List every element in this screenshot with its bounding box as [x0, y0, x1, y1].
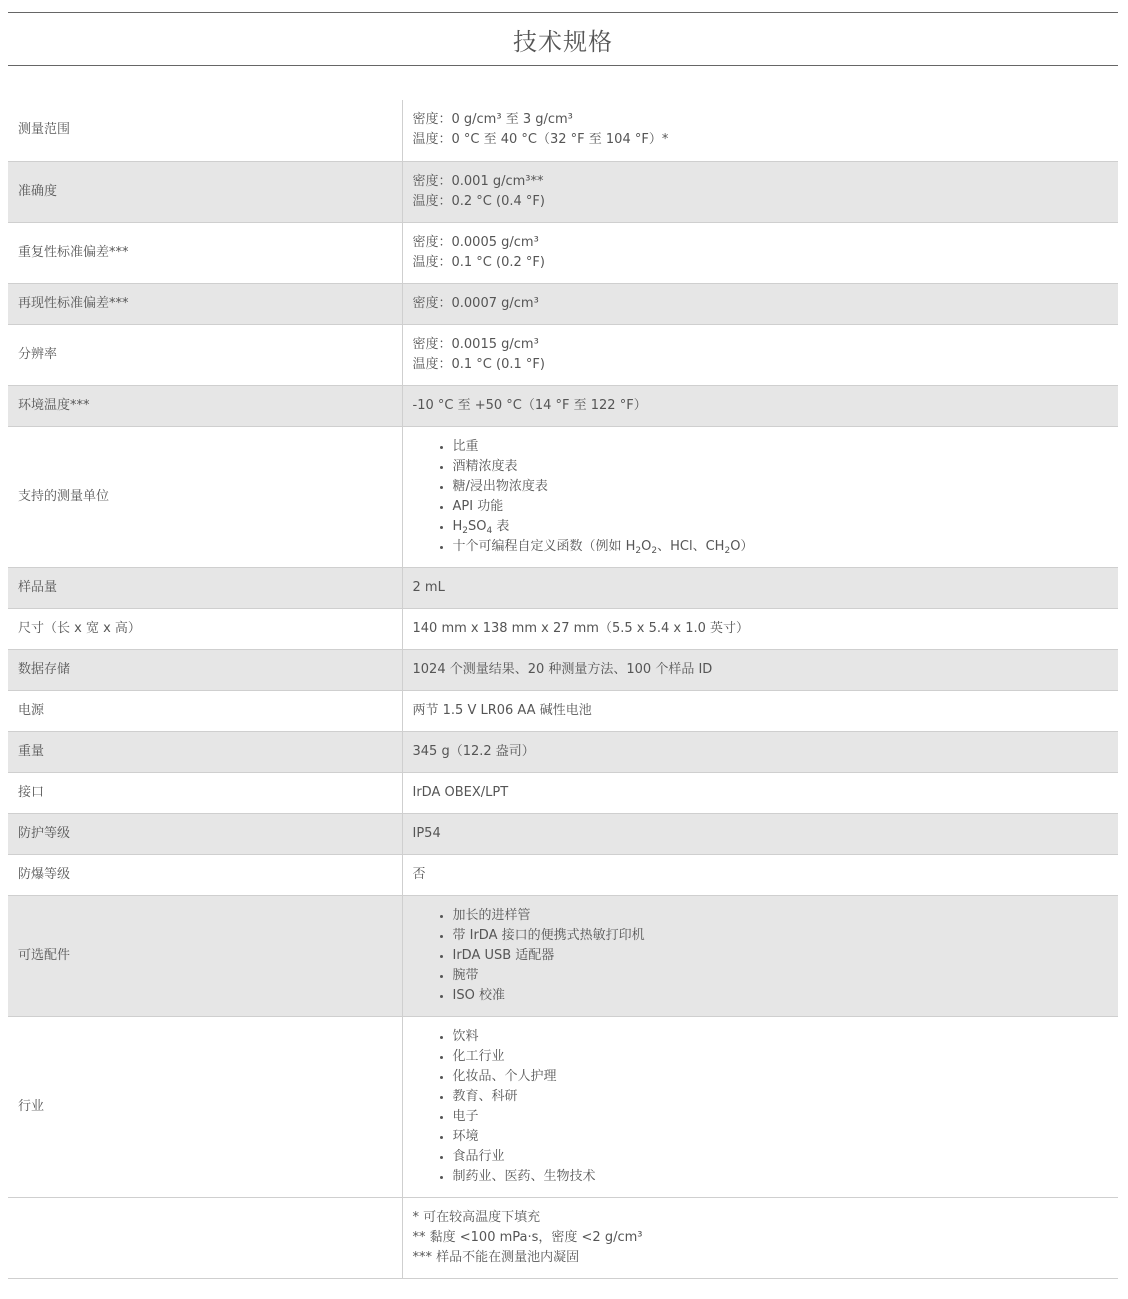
spec-value-line: 密度：0 g/cm³ 至 3 g/cm³ — [412, 112, 573, 128]
spec-label: 再现性标准偏差*** — [8, 283, 402, 324]
list-item: • 化妆品、个人护理 — [453, 1067, 1109, 1087]
spec-value — [402, 608, 1118, 649]
spec-value — [402, 731, 1118, 772]
spec-row-interface — [8, 772, 1118, 813]
spec-value — [402, 690, 1118, 731]
spec-label: 测量范围 — [8, 100, 402, 161]
spec-value-line: 两节 1.5 V LR06 AA 碱性电池 — [412, 702, 592, 718]
formula-text: H — [452, 518, 463, 534]
spec-value-line: 1024 个测量结果、20 种测量方法、100 个样品 ID — [412, 661, 713, 677]
list-item: • 比重 — [453, 437, 1109, 457]
spec-value-line: -10 °C 至 +50 °C（14 °F 至 122 °F） — [412, 397, 647, 413]
spec-row-resolution — [8, 324, 1118, 385]
spec-value — [402, 324, 1118, 385]
spec-value — [402, 895, 1118, 1016]
spec-value — [402, 100, 1118, 161]
spec-row-industries — [8, 1016, 1118, 1197]
list-item: • 化工行业 — [453, 1047, 1109, 1067]
spec-label: 行业 — [8, 1016, 402, 1197]
spec-label: 重量 — [8, 731, 402, 772]
spec-label: 分辨率 — [8, 324, 402, 385]
list-item: • 酒精浓度表 — [453, 457, 1109, 477]
spec-value — [402, 813, 1118, 854]
spec-row-ambient-temperature — [8, 385, 1118, 426]
list-item — [453, 537, 1109, 557]
footnote-line: * 可在较高温度下填充 — [412, 1209, 541, 1225]
spec-value — [402, 1016, 1118, 1197]
list-item: • 带 IrDA 接口的便携式热敏打印机 — [453, 926, 1109, 946]
spec-row-accessories — [8, 895, 1118, 1016]
footnote-line: ** 黏度 <100 mPa·s，密度 <2 g/cm³ — [412, 1229, 643, 1245]
spec-label: 数据存储 — [8, 649, 402, 690]
spec-value — [402, 222, 1118, 283]
footnote-line: *** 样品不能在测量池内凝固 — [412, 1249, 580, 1265]
spec-row-footnotes — [8, 1197, 1118, 1278]
spec-label: 准确度 — [8, 161, 402, 222]
spec-row-power — [8, 690, 1118, 731]
page-header — [8, 12, 1118, 66]
spec-label: 接口 — [8, 772, 402, 813]
formula-subscript: 2 — [635, 545, 642, 556]
list-item: • ISO 校准 — [453, 986, 1109, 1006]
spec-value — [402, 385, 1118, 426]
spec-row-protection-class — [8, 813, 1118, 854]
formula-subscript: 2 — [651, 545, 658, 556]
spec-value-line: 温度：0.1 °C (0.2 °F) — [412, 254, 545, 270]
spec-value-line: 2 mL — [412, 579, 445, 595]
spec-table — [8, 100, 1118, 1279]
formula-subscript: 2 — [724, 545, 731, 556]
spec-value — [402, 649, 1118, 690]
spec-label: 防护等级 — [8, 813, 402, 854]
spec-row-reproducibility — [8, 283, 1118, 324]
spec-value-line: 密度：0.0015 g/cm³ — [412, 336, 539, 352]
formula-subscript: 2 — [462, 525, 469, 536]
spec-value-line: IrDA OBEX/LPT — [412, 784, 509, 800]
spec-row-measuring-range — [8, 100, 1118, 161]
footnotes — [402, 1197, 1118, 1278]
accessories-list — [413, 906, 1109, 1006]
list-item: • 食品行业 — [453, 1147, 1109, 1167]
spec-row-weight — [8, 731, 1118, 772]
formula-subscript: 4 — [486, 525, 493, 536]
spec-value — [402, 772, 1118, 813]
spec-label: 样品量 — [8, 567, 402, 608]
spec-value — [402, 567, 1118, 608]
spec-label: 重复性标准偏差*** — [8, 222, 402, 283]
list-item — [453, 517, 1109, 537]
list-item: • 饮料 — [453, 1027, 1109, 1047]
list-item: • API 功能 — [453, 497, 1109, 517]
spec-value-line: 温度：0.1 °C (0.1 °F) — [412, 356, 545, 372]
spec-row-repeatability — [8, 222, 1118, 283]
spec-value-line: 密度：0.0007 g/cm³ — [412, 295, 539, 311]
spec-value — [402, 283, 1118, 324]
spec-row-sample-volume — [8, 567, 1118, 608]
spec-label: 可选配件 — [8, 895, 402, 1016]
list-item: • IrDA USB 适配器 — [453, 946, 1109, 966]
spec-value-line: 密度：0.001 g/cm³** — [412, 173, 544, 189]
spec-label: 环境温度*** — [8, 385, 402, 426]
spec-row-data-storage — [8, 649, 1118, 690]
page-title: 技术规格 — [513, 27, 613, 56]
industries-list — [413, 1027, 1109, 1187]
spec-label: 防爆等级 — [8, 854, 402, 895]
spec-value — [402, 426, 1118, 567]
spec-label — [8, 1197, 402, 1278]
list-item: • 环境 — [453, 1127, 1109, 1147]
units-list — [413, 437, 1109, 557]
formula-text: O — [641, 538, 652, 554]
spec-row-accuracy — [8, 161, 1118, 222]
spec-label: 支持的测量单位 — [8, 426, 402, 567]
list-item: • 加长的进样管 — [453, 906, 1109, 926]
spec-label: 电源 — [8, 690, 402, 731]
spec-value — [402, 854, 1118, 895]
spec-row-dimensions — [8, 608, 1118, 649]
list-item: • 电子 — [453, 1107, 1109, 1127]
list-item: • 教育、科研 — [453, 1087, 1109, 1107]
spec-row-units — [8, 426, 1118, 567]
spec-value-line: 140 mm x 138 mm x 27 mm（5.5 x 5.4 x 1.0 英寸） — [412, 620, 750, 636]
formula-text: O） — [730, 538, 754, 554]
spec-value — [402, 161, 1118, 222]
spec-row-explosion-protection — [8, 854, 1118, 895]
spec-value-line: 345 g（12.2 盎司） — [412, 743, 535, 759]
spec-value-line: 否 — [412, 866, 426, 882]
spec-label: 尺寸（长 x 宽 x 高） — [8, 608, 402, 649]
formula-text: 、HCl、CH — [657, 538, 725, 554]
formula-text: 十个可编程自定义函数（例如 H — [452, 538, 636, 554]
spec-value-line: 温度：0.2 °C (0.4 °F) — [412, 193, 545, 209]
formula-text: SO — [468, 518, 487, 534]
spec-value-line: 密度：0.0005 g/cm³ — [412, 234, 539, 250]
formula-text: 表 — [492, 518, 510, 534]
spec-value-line: IP54 — [412, 825, 441, 841]
spec-value-line: 温度：0 °C 至 40 °C（32 °F 至 104 °F）* — [412, 132, 669, 148]
list-item: • 糖/浸出物浓度表 — [453, 477, 1109, 497]
list-item: • 制药业、医药、生物技术 — [453, 1167, 1109, 1187]
list-item: • 腕带 — [453, 966, 1109, 986]
